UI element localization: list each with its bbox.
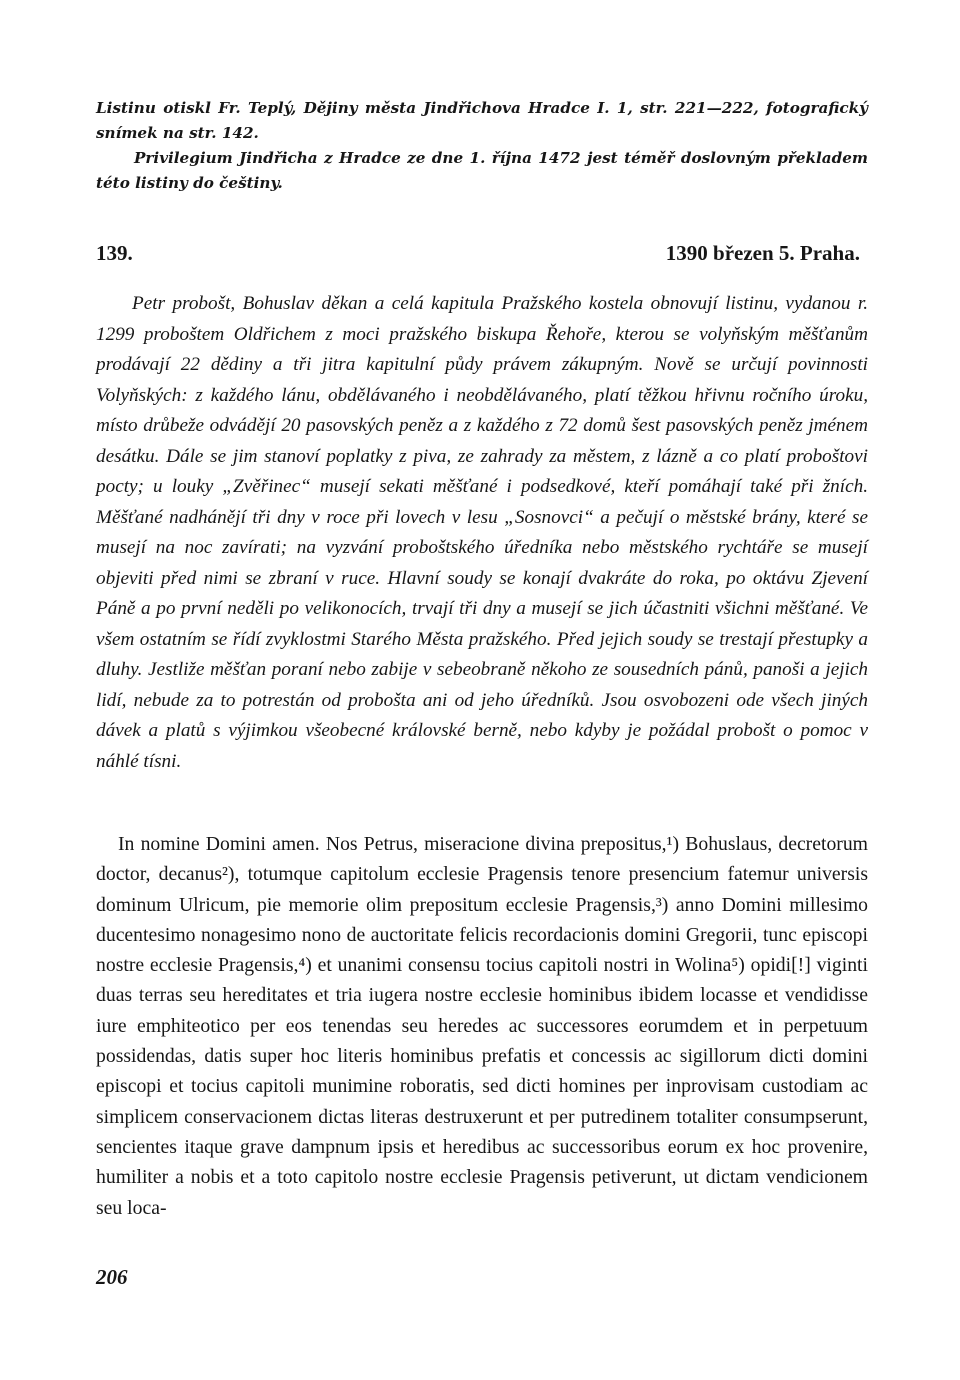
latin-charter-text: In nomine Domini amen. Nos Petrus, miseracione divina prepositus,¹) Bohuslaus, decretorum doctor, decanus²), totumque capitolum ecclesie Pragensis tenore presencium fatemur universis dominum Ulricum, pie memorie olim prepositum ecclesie Pragensis,³) anno Domini millesimo ducentesimo nonagesimo nono de auctoritate felicis recordacionis domini Gregorii, tunc episcopi nostre ecclesie Pragensis,⁴) et unanimi consensu tocius capitoli nostri in Wolina⁵) opidi[!] viginti duas terras seu hereditates et tria iugera nostre ecclesie hominibus ibidem locasse et vendidisse iure emphiteotico per eos tenendas seu heredes ac successores eorumdem et in perpetuum possidendas, datis super hoc literis hominibus prefatis et concessis ac sigillorum dicti domini episcopi et tocius capitoli munimine roboratis, sed dicti homines per inprovisam custodiam ac simplicem conservacionem dictas literas destruxerunt et per putredinem totaliter consumpserunt, sencientes itaque grave dampnum ipsis et heredibus ac successoribus eorum ex hoc provenire, humiliter a nobis et a toto capitolo nostre ecclesie Pragensis petiverunt, ut dictam vendicionem seu loca- <box>96 833 868 1219</box>
document-heading <box>96 241 868 269</box>
book-page <box>96 96 868 1219</box>
document-date: 1390 březen 5. Praha. <box>665 241 860 265</box>
source-notes <box>96 96 868 196</box>
edition-note: Listinu otiskl Fr. Teplý, Dějiny města Jindřichova Hradce I. 1, str. 221—222, fotografický snímek na str. 142. <box>96 99 868 142</box>
czech-regest: Petr probošt, Bohuslav děkan a celá kapitula Pražského kostela obnovují listinu, vydanou r. 1299 proboštem Oldřichem z moci pražského biskupa Řehoře, kterou se volyňským měšťanům prodávají 22 dědiny a tři jitra kapitulní půdy právem zákupným. Nově se určují povinnosti Volyňských: z každého lánu, obdělávaného i neobdělávaného, platí těžkou hřivnu ročního úroku, místo drůbeže odvádějí 20 pasovských peněz a z každého z 72 domů šest pasovských peněz jménem desátku. Dále se jim stanoví poplatky z piva, ze zahrady za městem, z lázně a co platí proboštovi pocty; u louky „Zvěřinec“ musejí sekati měšťané i podsedkové, kteří pomáhají také při žních. Měšťané nadhánějí tři dny v roce při lovech v lesu „Sosnovci“ a pečují o městské brány, které se musejí na noc zavírati; na vyzvání proboštského úředníka nebo městského rychtáře se musejí objeviti před nimi se zbraní v ruce. Hlavní soudy se konají dvakráte do roka, po oktávu Zjevení Páně a po první neděli po velikonocích, trvají tři dny a musejí se jich účastniti všichni měšťané. Ve všem ostatním se řídí zvyklostmi Starého Města pražského. Před jejich soudy se trestají přestupky a dluhy. Jestliže měšťan poraní nebo zabije v sebeobraně někoho ze sousedních pánů, panoši a jejich lidí, nebude za to potrestán od probošta ani od jeho úředníků. Jsou osvobozeni ode všech jiných dávek a platů s výjimkou všeobecné královské berně, nebo kdyby je požádal probošt o pomoc v náhlé tísni. <box>96 293 868 772</box>
page-number: 206 <box>96 1265 128 1289</box>
document-number: 139. <box>96 241 133 265</box>
translation-note: Privilegium Jindřicha z Hradce ze dne 1. října 1472 jest téměř doslovným překladem této listiny do češtiny. <box>96 149 868 192</box>
